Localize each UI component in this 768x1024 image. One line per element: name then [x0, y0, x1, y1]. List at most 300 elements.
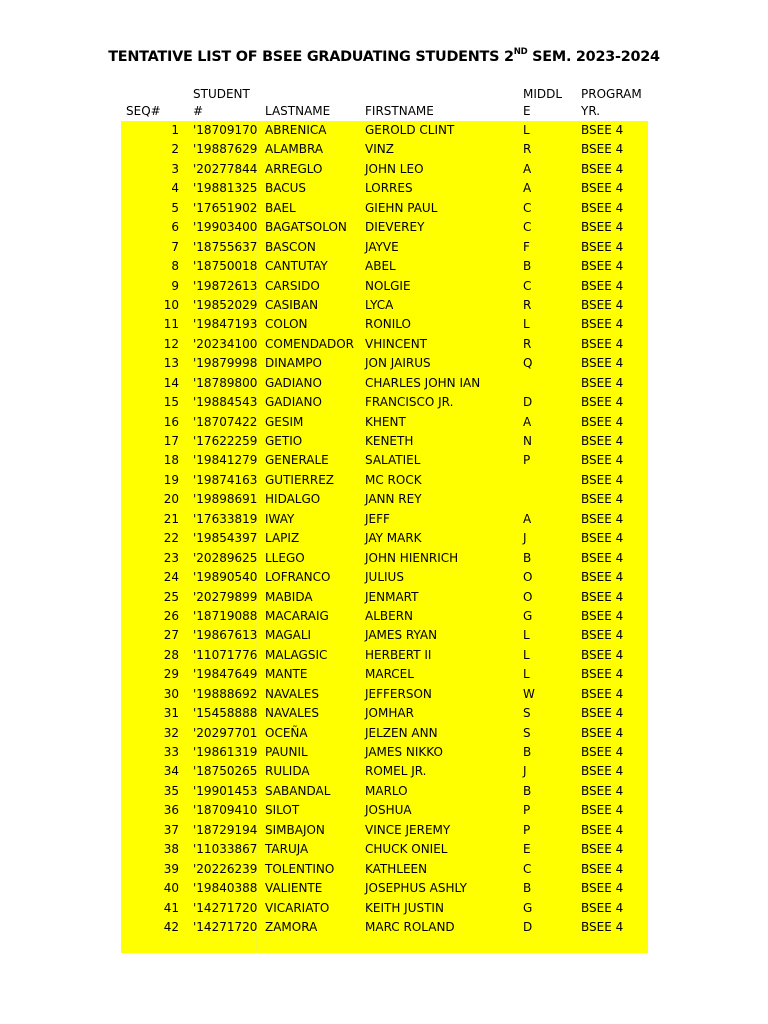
- middle-initial-cell: A: [523, 511, 532, 526]
- lastname-cell: ABRENICA: [265, 123, 327, 137]
- header-middle-line1: MIDDL: [523, 87, 563, 101]
- lastname-cell: TARUJA: [265, 842, 309, 857]
- lastname-cell: RULIDA: [265, 764, 310, 779]
- seq-cell: 38: [163, 842, 179, 857]
- seq-cell: 16: [163, 414, 179, 429]
- lastname-cell: VALIENTE: [265, 881, 323, 896]
- lastname-cell: GENERALE: [265, 453, 329, 468]
- lastname-cell: BAGATSOLON: [265, 220, 347, 235]
- firstname-cell: JOSEPHUS ASHLY: [365, 881, 467, 896]
- student-number-cell: '19884543: [193, 395, 258, 410]
- program-year-cell: BSEE 4: [581, 745, 624, 759]
- lastname-cell: CASIBAN: [265, 297, 319, 312]
- program-year-cell: BSEE 4: [581, 317, 624, 332]
- student-number-cell: '18719088: [193, 608, 258, 623]
- middle-initial-cell: F: [523, 239, 530, 254]
- program-year-cell: BSEE 4: [581, 706, 624, 721]
- lastname-cell: BAEL: [265, 200, 296, 215]
- middle-initial-cell: L: [523, 647, 530, 662]
- table-row: [0, 238, 768, 257]
- seq-cell: 14: [163, 375, 179, 390]
- seq-cell: 42: [163, 919, 179, 934]
- firstname-cell: MC ROCK: [365, 472, 422, 487]
- program-year-cell: BSEE 4: [581, 570, 624, 585]
- table-row: [0, 218, 768, 237]
- table-row: [0, 335, 768, 354]
- program-year-cell: BSEE 4: [581, 142, 624, 157]
- table-row: [0, 782, 768, 801]
- seq-cell: 29: [163, 667, 179, 682]
- seq-cell: 3: [171, 161, 179, 176]
- table-row: [0, 413, 768, 432]
- firstname-cell: JAMES NIKKO: [365, 745, 443, 759]
- program-year-cell: BSEE 4: [581, 414, 624, 429]
- student-number-cell: '19888692: [193, 686, 258, 701]
- firstname-cell: JELZEN ANN: [365, 725, 438, 740]
- lastname-cell: SILOT: [265, 803, 300, 818]
- table-row: [0, 199, 768, 218]
- program-year-cell: BSEE 4: [581, 297, 624, 312]
- student-table: [0, 121, 768, 937]
- middle-initial-cell: P: [523, 822, 531, 837]
- student-number-cell: '20234100: [193, 336, 258, 351]
- student-number-cell: '19852029: [193, 297, 258, 312]
- student-number-cell: '18750018: [193, 259, 258, 274]
- middle-initial-cell: C: [523, 200, 532, 215]
- seq-cell: 37: [163, 822, 179, 837]
- middle-initial-cell: A: [523, 161, 532, 176]
- seq-cell: 26: [163, 608, 179, 623]
- firstname-cell: FRANCISCO JR.: [365, 395, 454, 410]
- middle-initial-cell: Q: [523, 356, 533, 371]
- middle-initial-cell: A: [523, 181, 532, 196]
- lastname-cell: MANTE: [265, 667, 308, 682]
- seq-cell: 1: [171, 123, 179, 137]
- program-year-cell: BSEE 4: [581, 278, 624, 293]
- lastname-cell: MALAGSIC: [265, 647, 328, 662]
- program-year-cell: BSEE 4: [581, 434, 624, 448]
- lastname-cell: NAVALES: [265, 686, 319, 701]
- table-row: [0, 432, 768, 451]
- firstname-cell: JEFF: [365, 511, 390, 526]
- firstname-cell: JON JAIRUS: [365, 356, 431, 371]
- lastname-cell: LLEGO: [265, 550, 305, 565]
- middle-initial-cell: G: [523, 608, 533, 623]
- firstname-cell: JAMES RYAN: [365, 628, 438, 643]
- lastname-cell: CANTUTAY: [265, 259, 328, 274]
- table-row: [0, 568, 768, 587]
- seq-cell: 41: [163, 900, 179, 915]
- seq-cell: 31: [163, 706, 179, 721]
- lastname-cell: ARREGLO: [265, 161, 323, 176]
- firstname-cell: JENMART: [365, 589, 419, 604]
- middle-initial-cell: L: [523, 123, 530, 137]
- header-seq: SEQ#: [126, 104, 161, 118]
- student-number-cell: '19898691: [193, 492, 258, 507]
- seq-cell: 5: [171, 200, 179, 215]
- seq-cell: 19: [163, 472, 179, 487]
- student-number-cell: '20297701: [193, 725, 258, 740]
- program-year-cell: BSEE 4: [581, 123, 624, 137]
- middle-initial-cell: O: [523, 589, 533, 604]
- middle-initial-cell: C: [523, 220, 532, 235]
- table-row: [0, 140, 768, 159]
- program-year-cell: BSEE 4: [581, 220, 624, 235]
- firstname-cell: JAY MARK: [365, 531, 422, 546]
- firstname-cell: KHENT: [365, 414, 406, 429]
- program-year-cell: BSEE 4: [581, 725, 624, 740]
- program-year-cell: BSEE 4: [581, 881, 624, 896]
- student-number-cell: '19840388: [193, 881, 258, 896]
- student-number-cell: '19847649: [193, 667, 258, 682]
- middle-initial-cell: A: [523, 414, 532, 429]
- student-number-cell: '19887629: [193, 142, 258, 157]
- lastname-cell: DINAMPO: [265, 356, 322, 371]
- student-number-cell: '18755637: [193, 239, 258, 254]
- table-row: [0, 529, 768, 548]
- middle-initial-cell: C: [523, 861, 532, 876]
- seq-cell: 32: [163, 725, 179, 740]
- seq-cell: 21: [163, 511, 179, 526]
- student-number-cell: '19890540: [193, 570, 258, 585]
- program-year-cell: BSEE 4: [581, 822, 624, 837]
- table-row: [0, 626, 768, 645]
- student-number-cell: '14271720: [193, 919, 258, 934]
- lastname-cell: LOFRANCO: [265, 570, 331, 585]
- firstname-cell: JOHN LEO: [365, 161, 424, 176]
- seq-cell: 39: [163, 861, 179, 876]
- middle-initial-cell: L: [523, 667, 530, 682]
- program-year-cell: BSEE 4: [581, 589, 624, 604]
- middle-initial-cell: D: [523, 919, 533, 934]
- middle-initial-cell: D: [523, 395, 533, 410]
- firstname-cell: JOMHAR: [365, 706, 414, 721]
- student-number-cell: '20277844: [193, 161, 258, 176]
- title-superscript: ND: [513, 47, 528, 58]
- program-year-cell: BSEE 4: [581, 783, 624, 798]
- student-number-cell: '17633819: [193, 511, 258, 526]
- middle-initial-cell: B: [523, 550, 532, 565]
- program-year-cell: BSEE 4: [581, 550, 624, 565]
- seq-cell: 10: [163, 297, 179, 312]
- student-number-cell: '20226239: [193, 861, 258, 876]
- lastname-cell: MACARAIG: [265, 608, 329, 623]
- lastname-cell: PAUNIL: [265, 745, 308, 759]
- seq-cell: 17: [163, 434, 179, 448]
- table-row: [0, 821, 768, 840]
- firstname-cell: HERBERT II: [365, 647, 432, 662]
- middle-initial-cell: B: [523, 783, 532, 798]
- table-row: [0, 510, 768, 529]
- table-row: [0, 451, 768, 470]
- seq-cell: 20: [163, 492, 179, 507]
- table-row: [0, 549, 768, 568]
- table-row: [0, 490, 768, 509]
- table-row: [0, 743, 768, 762]
- lastname-cell: GADIANO: [265, 395, 322, 410]
- middle-initial-cell: E: [523, 842, 531, 857]
- lastname-cell: MAGALI: [265, 628, 312, 643]
- student-number-cell: '11071776: [193, 647, 258, 662]
- program-year-cell: BSEE 4: [581, 492, 624, 507]
- middle-initial-cell: N: [523, 434, 532, 448]
- table-row: [0, 354, 768, 373]
- seq-cell: 11: [163, 317, 179, 332]
- firstname-cell: LORRES: [365, 181, 413, 196]
- seq-cell: 2: [171, 142, 179, 157]
- middle-initial-cell: S: [523, 725, 531, 740]
- student-number-cell: '19879998: [193, 356, 258, 371]
- firstname-cell: KATHLEEN: [365, 861, 428, 876]
- middle-initial-cell: R: [523, 297, 532, 312]
- program-year-cell: BSEE 4: [581, 161, 624, 176]
- middle-initial-cell: P: [523, 803, 531, 818]
- seq-cell: 33: [163, 745, 179, 759]
- seq-cell: 34: [163, 764, 179, 779]
- student-number-cell: '11033867: [193, 842, 258, 857]
- middle-initial-cell: L: [523, 628, 530, 643]
- program-year-cell: BSEE 4: [581, 336, 624, 351]
- firstname-cell: ROMEL JR.: [365, 764, 427, 779]
- program-year-cell: BSEE 4: [581, 608, 624, 623]
- lastname-cell: COMENDADOR: [265, 336, 354, 351]
- firstname-cell: JAYVE: [365, 239, 399, 254]
- firstname-cell: JOSHUA: [365, 803, 412, 818]
- table-row: [0, 393, 768, 412]
- lastname-cell: SIMBAJON: [265, 822, 325, 837]
- program-year-cell: BSEE 4: [581, 395, 624, 410]
- lastname-cell: VICARIATO: [265, 900, 330, 915]
- middle-initial-cell: P: [523, 453, 531, 468]
- student-number-cell: '17651902: [193, 200, 258, 215]
- middle-initial-cell: C: [523, 278, 532, 293]
- lastname-cell: GESIM: [265, 414, 304, 429]
- program-year-cell: BSEE 4: [581, 181, 624, 196]
- title-suffix: SEM. 2023-2024: [527, 49, 660, 65]
- program-year-cell: BSEE 4: [581, 531, 624, 546]
- firstname-cell: JOHN HIENRICH: [365, 550, 459, 565]
- table-row: [0, 471, 768, 490]
- student-number-cell: '19861319: [193, 745, 258, 759]
- seq-cell: 15: [163, 395, 179, 410]
- firstname-cell: MARLO: [365, 783, 408, 798]
- table-row: [0, 607, 768, 626]
- middle-initial-cell: J: [523, 531, 527, 546]
- program-year-cell: BSEE 4: [581, 686, 624, 701]
- firstname-cell: CHUCK ONIEL: [365, 842, 448, 857]
- lastname-cell: MABIDA: [265, 589, 313, 604]
- firstname-cell: ALBERN: [365, 608, 414, 623]
- lastname-cell: GUTIERREZ: [265, 472, 335, 487]
- table-row: [0, 724, 768, 743]
- firstname-cell: JANN REY: [365, 492, 422, 507]
- student-number-cell: '15458888: [193, 706, 258, 721]
- program-year-cell: BSEE 4: [581, 200, 624, 215]
- student-number-cell: '18789800: [193, 375, 258, 390]
- lastname-cell: ALAMBRA: [265, 142, 324, 157]
- lastname-cell: LAPIZ: [265, 531, 300, 546]
- header-student-line2: #: [193, 104, 204, 118]
- seq-cell: 9: [171, 278, 179, 293]
- middle-initial-cell: W: [523, 686, 535, 701]
- program-year-cell: BSEE 4: [581, 472, 624, 487]
- firstname-cell: RONILO: [365, 317, 412, 332]
- firstname-cell: CHARLES JOHN IAN: [365, 375, 481, 390]
- table-row: [0, 160, 768, 179]
- student-number-cell: '18709410: [193, 803, 258, 818]
- header-lastname: LASTNAME: [265, 104, 331, 118]
- header-firstname: FIRSTNAME: [365, 104, 434, 118]
- student-number-cell: '18707422: [193, 414, 258, 429]
- seq-cell: 12: [163, 336, 179, 351]
- program-year-cell: BSEE 4: [581, 628, 624, 643]
- seq-cell: 27: [163, 628, 179, 643]
- firstname-cell: JEFFERSON: [365, 686, 432, 701]
- seq-cell: 23: [163, 550, 179, 565]
- student-number-cell: '20279899: [193, 589, 258, 604]
- middle-initial-cell: B: [523, 259, 532, 274]
- firstname-cell: ABEL: [365, 259, 396, 274]
- program-year-cell: BSEE 4: [581, 667, 624, 682]
- lastname-cell: BASCON: [265, 239, 316, 254]
- seq-cell: 6: [171, 220, 179, 235]
- firstname-cell: GEROLD CLINT: [365, 123, 455, 137]
- lastname-cell: GETIO: [265, 434, 303, 448]
- student-number-cell: '19881325: [193, 181, 258, 196]
- firstname-cell: GIEHN PAUL: [365, 200, 438, 215]
- table-row: [0, 801, 768, 820]
- program-year-cell: BSEE 4: [581, 356, 624, 371]
- program-year-cell: BSEE 4: [581, 239, 624, 254]
- program-year-cell: BSEE 4: [581, 511, 624, 526]
- student-number-cell: '19854397: [193, 531, 258, 546]
- firstname-cell: MARCEL: [365, 667, 414, 682]
- lastname-cell: GADIANO: [265, 375, 322, 390]
- program-year-cell: BSEE 4: [581, 919, 624, 934]
- page-title: [0, 49, 768, 65]
- firstname-cell: DIEVEREY: [365, 220, 425, 235]
- middle-initial-cell: R: [523, 336, 532, 351]
- program-year-cell: BSEE 4: [581, 647, 624, 662]
- table-row: [0, 840, 768, 859]
- lastname-cell: TOLENTINO: [265, 861, 335, 876]
- lastname-cell: NAVALES: [265, 706, 319, 721]
- seq-cell: 24: [163, 570, 179, 585]
- table-row: [0, 121, 768, 140]
- table-row: [0, 899, 768, 918]
- seq-cell: 35: [163, 783, 179, 798]
- seq-cell: 36: [163, 803, 179, 818]
- student-number-cell: '18729194: [193, 822, 258, 837]
- seq-cell: 7: [171, 239, 179, 254]
- seq-cell: 13: [163, 356, 179, 371]
- firstname-cell: JULIUS: [365, 570, 404, 585]
- middle-initial-cell: O: [523, 570, 533, 585]
- table-row: [0, 879, 768, 898]
- seq-cell: 25: [163, 589, 179, 604]
- student-number-cell: '19841279: [193, 453, 258, 468]
- middle-initial-cell: J: [523, 764, 527, 779]
- middle-initial-cell: S: [523, 706, 531, 721]
- program-year-cell: BSEE 4: [581, 764, 624, 779]
- seq-cell: 40: [163, 881, 179, 896]
- seq-cell: 30: [163, 686, 179, 701]
- seq-cell: 18: [163, 453, 179, 468]
- table-row: [0, 257, 768, 276]
- table-row: [0, 665, 768, 684]
- program-year-cell: BSEE 4: [581, 803, 624, 818]
- table-row: [0, 685, 768, 704]
- program-year-cell: BSEE 4: [581, 375, 624, 390]
- lastname-cell: IWAY: [265, 511, 295, 526]
- header-program-line1: PROGRAM: [581, 87, 642, 101]
- table-row: [0, 762, 768, 781]
- middle-initial-cell: B: [523, 881, 532, 896]
- program-year-cell: BSEE 4: [581, 259, 624, 274]
- student-number-cell: '18750265: [193, 764, 258, 779]
- student-number-cell: '14271720: [193, 900, 258, 915]
- table-row: [0, 296, 768, 315]
- middle-initial-cell: B: [523, 745, 532, 759]
- student-number-cell: '19867613: [193, 628, 258, 643]
- table-row: [0, 918, 768, 937]
- student-number-cell: '19903400: [193, 220, 258, 235]
- program-year-cell: BSEE 4: [581, 453, 624, 468]
- table-row: [0, 277, 768, 296]
- lastname-cell: ZAMORA: [265, 919, 318, 934]
- header-middle-line2: E: [523, 104, 531, 118]
- firstname-cell: KEITH JUSTIN: [365, 900, 444, 915]
- header-program-line2: YR.: [581, 104, 601, 118]
- firstname-cell: KENETH: [365, 434, 414, 448]
- student-number-cell: '19874163: [193, 472, 258, 487]
- lastname-cell: HIDALGO: [265, 492, 321, 507]
- student-number-cell: '18709170: [193, 123, 258, 137]
- student-number-cell: '19847193: [193, 317, 258, 332]
- student-number-cell: '17622259: [193, 434, 258, 448]
- table-row: [0, 315, 768, 334]
- seq-cell: 8: [171, 259, 179, 274]
- seq-cell: 4: [171, 181, 179, 196]
- title-prefix: TENTATIVE LIST OF BSEE GRADUATING STUDENTS 2: [108, 49, 514, 65]
- lastname-cell: SABANDAL: [265, 783, 331, 798]
- table-row: [0, 588, 768, 607]
- firstname-cell: VINCE JEREMY: [365, 822, 451, 837]
- lastname-cell: COLON: [265, 317, 308, 332]
- table-row: [0, 704, 768, 723]
- middle-initial-cell: G: [523, 900, 533, 915]
- student-number-cell: '19872613: [193, 278, 258, 293]
- firstname-cell: LYCA: [365, 297, 394, 312]
- firstname-cell: NOLGIE: [365, 278, 411, 293]
- student-number-cell: '20289625: [193, 550, 258, 565]
- seq-cell: 22: [163, 531, 179, 546]
- table-row: [0, 179, 768, 198]
- program-year-cell: BSEE 4: [581, 842, 624, 857]
- program-year-cell: BSEE 4: [581, 900, 624, 915]
- seq-cell: 28: [163, 647, 179, 662]
- table-row: [0, 646, 768, 665]
- lastname-cell: CARSIDO: [265, 278, 320, 293]
- program-year-cell: BSEE 4: [581, 861, 624, 876]
- middle-initial-cell: R: [523, 142, 532, 157]
- firstname-cell: VHINCENT: [365, 336, 428, 351]
- firstname-cell: VINZ: [365, 142, 394, 157]
- student-number-cell: '19901453: [193, 783, 258, 798]
- lastname-cell: BACUS: [265, 181, 307, 196]
- middle-initial-cell: L: [523, 317, 530, 332]
- header-student-line1: STUDENT: [193, 87, 250, 101]
